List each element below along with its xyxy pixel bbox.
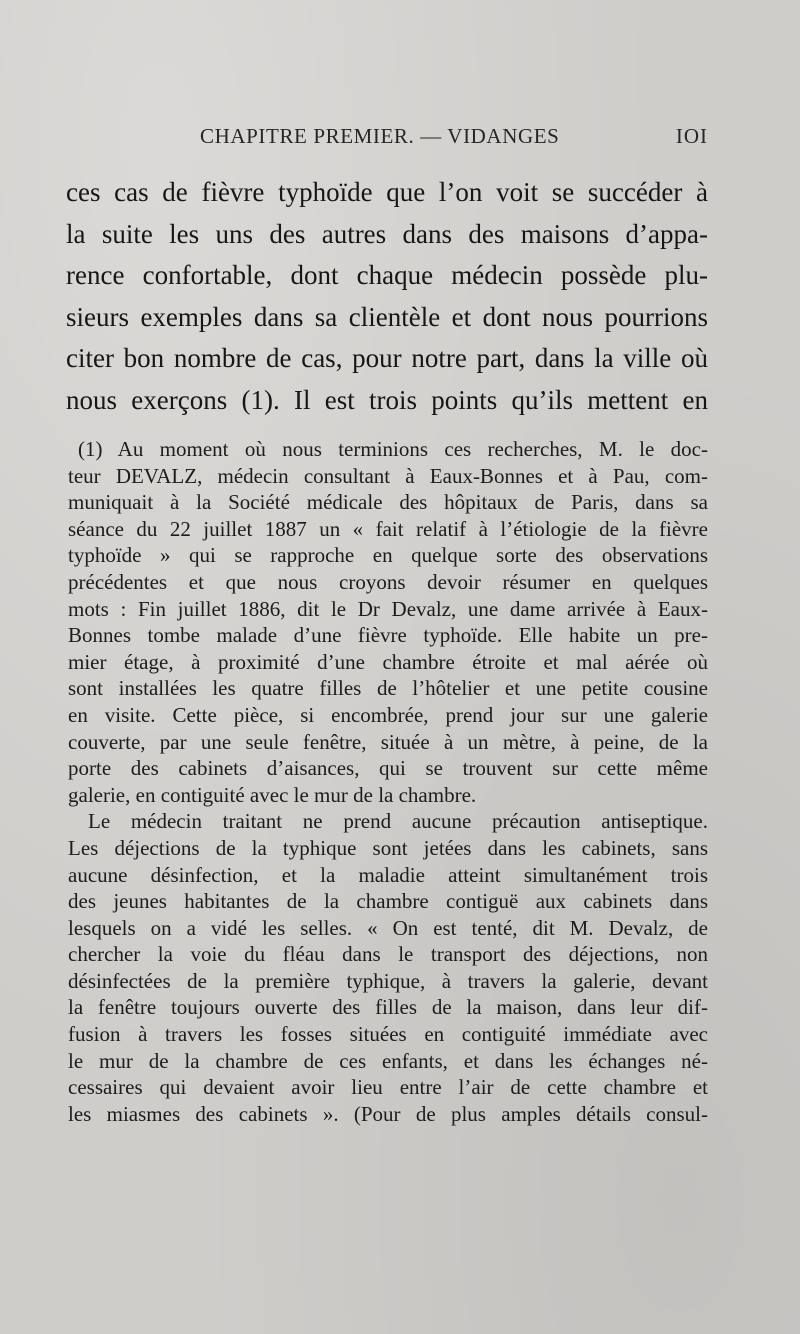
footnote-line: sont installées les quatre filles de l’hôtelier et une petite cousine: [68, 676, 708, 701]
footnote-line: le mur de la chambre de ces enfants, et dans les échanges né-: [68, 1048, 708, 1073]
footnote-line: typhoïde » qui se rapproche en quelque sorte des observations: [68, 543, 708, 568]
footnote-line: cessaires qui devaient avoir lieu entre l’air de cette chambre et: [68, 1075, 708, 1100]
running-head: [68, 124, 708, 154]
text-line: ces cas de fièvre typhoïde que l’on voit se succéder à: [66, 177, 708, 207]
footnote: [68, 436, 708, 1127]
footnote-line: porte des cabinets d’aisances, qui se trouvent sur cette même: [68, 756, 708, 781]
text-line: nous exerçons (1). Il est trois points qu’ils mettent en: [66, 384, 708, 415]
footnote-line: muniquait à la Société médicale des hôpitaux de Paris, dans sa: [68, 490, 708, 515]
footnote-line: couverte, par une seule fenêtre, située à un mètre, à peine, de la: [68, 729, 708, 754]
footnote-line: Bonnes tombe malade d’une fièvre typhoïde. Elle habite un pre-: [68, 623, 708, 648]
text-line: la suite les uns des autres dans des maisons d’appa-: [66, 218, 708, 249]
page-number: IOI: [675, 124, 708, 148]
footnote-line: teur DEVALZ, médecin consultant à Eaux-Bonnes et à Pau, com-: [68, 463, 708, 488]
text-line: sieurs exemples dans sa clientèle et dont nous pourrions: [66, 301, 708, 332]
footnote-line: fusion à travers les fosses situées en contiguité immédiate avec: [68, 1022, 708, 1047]
footnote-line: Le médecin traitant ne prend aucune précaution antiseptique.: [88, 809, 708, 834]
footnote-line: chercher la voie du fléau dans le transport des déjections, non: [68, 942, 708, 967]
footnote-line: mots : Fin juillet 1886, dit le Dr Devalz, une dame arrivée à Eaux-: [68, 596, 708, 621]
footnote-line: précédentes et que nous croyons devoir résumer en quelques: [68, 569, 708, 594]
footnote-line: mier étage, à proximité d’une chambre étroite et mal aérée où: [68, 649, 708, 674]
footnote-line: des jeunes habitantes de la chambre contiguë aux cabinets dans: [68, 889, 708, 914]
footnote-line: la fenêtre toujours ouverte des filles de la maison, dans leur dif-: [68, 995, 708, 1020]
footnote-line: lesquels on a vidé les selles. « On est tenté, dit M. Devalz, de: [68, 915, 708, 940]
footnote-line: séance du 22 juillet 1887 un « fait relatif à l’étiologie de la fièvre: [68, 516, 708, 541]
footnote-line: Les déjections de la typhique sont jetées dans les cabinets, sans: [68, 835, 708, 860]
footnote-line: (1) Au moment où nous terminions ces recherches, M. le doc-: [78, 437, 708, 461]
text-line: citer bon nombre de cas, pour notre part, dans la ville où: [66, 343, 708, 373]
footnote-line: désinfectées de la première typhique, à travers la galerie, devant: [68, 968, 708, 993]
text-line: rence confortable, dont chaque médecin possède plu-: [66, 260, 708, 290]
footnote-line: les miasmes des cabinets ». (Pour de plus amples détails consul-: [68, 1101, 708, 1126]
footnote-line: galerie, en contiguité avec le mur de la chambre.: [68, 782, 477, 807]
footnote-line: aucune désinfection, et la maladie atteint simultanément trois: [68, 862, 708, 887]
main-text: [66, 172, 708, 421]
chapter-title: CHAPITRE PREMIER. — VIDANGES: [200, 124, 560, 148]
footnote-line: en visite. Cette pièce, si encombrée, prend jour sur une galerie: [68, 702, 708, 727]
